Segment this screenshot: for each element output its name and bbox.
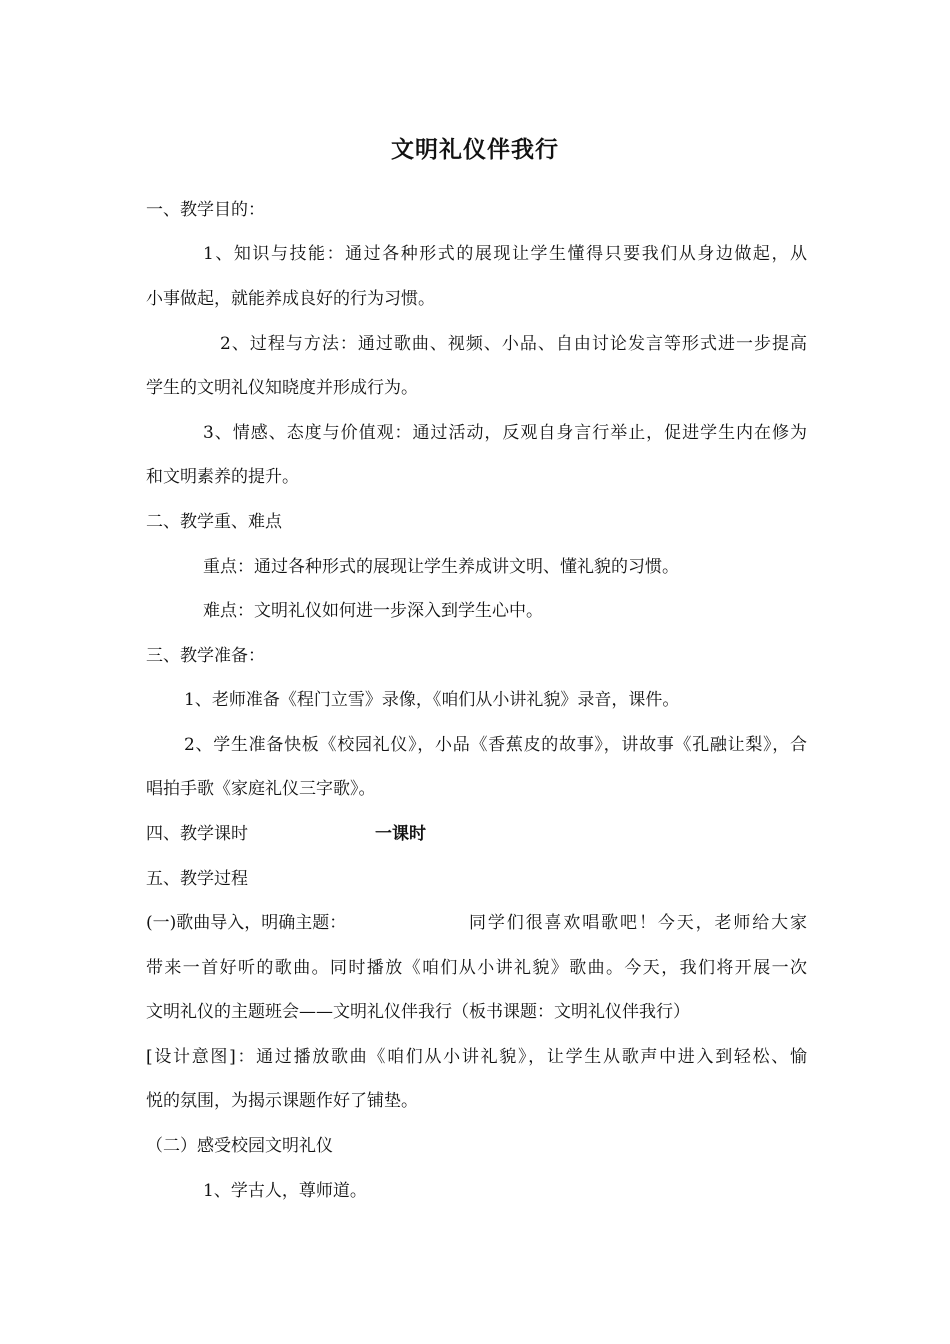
process-2-item-1: 1、学古人，尊师道。 xyxy=(203,1181,367,1201)
design-intent-line-1: [设计意图]：通过播放歌曲《咱们从小讲礼貌》，让学生从歌声中进入到轻松、愉 xyxy=(146,1047,807,1067)
objective-1-line-1: 1、知识与技能：通过各种形式的展现让学生懂得只要我们从身边做起，从 xyxy=(203,244,807,264)
process-1-line-2: 带来一首好听的歌曲。同时播放《咱们从小讲礼貌》歌曲。今天，我们将开展一次 xyxy=(146,958,807,978)
section-1-heading: 一、教学目的： xyxy=(146,200,265,220)
page-title: 文明礼仪伴我行 xyxy=(391,137,559,163)
process-1-line-1: 同学们很喜欢唱歌吧！今天，老师给大家 xyxy=(469,913,807,933)
prep-item-2-line-2: 唱拍手歌《家庭礼仪三字歌》。 xyxy=(146,779,376,799)
design-intent-line-2: 悦的氛围，为揭示课题作好了铺垫。 xyxy=(146,1091,418,1111)
prep-item-1: 1、老师准备《程门立雪》录像，《咱们从小讲礼貌》录音，课件。 xyxy=(184,690,680,710)
section-3-heading: 三、教学准备： xyxy=(146,646,265,666)
class-hours-value: 一课时 xyxy=(375,824,426,844)
section-2-heading: 二、教学重、难点 xyxy=(146,512,282,532)
prep-item-2-line-1: 2、学生准备快板《校园礼仪》，小品《香蕉皮的故事》，讲故事《孔融让梨》，合 xyxy=(184,735,807,755)
process-1-label: (一)歌曲导入，明确主题： xyxy=(146,913,347,933)
key-point: 重点：通过各种形式的展现让学生养成讲文明、懂礼貌的习惯。 xyxy=(203,557,679,577)
process-1-line-3: 文明礼仪的主题班会——文明礼仪伴我行（板书课题：文明礼仪伴我行） xyxy=(146,1002,690,1022)
section-4-heading: 四、教学课时 xyxy=(146,824,248,844)
process-2-heading: （二）感受校园文明礼仪 xyxy=(146,1136,333,1156)
objective-1-line-2: 小事做起，就能养成良好的行为习惯。 xyxy=(146,289,435,309)
objective-2-line-1: 2、过程与方法：通过歌曲、视频、小品、自由讨论发言等形式进一步提高 xyxy=(220,334,807,354)
objective-2-line-2: 学生的文明礼仪知晓度并形成行为。 xyxy=(146,378,418,398)
section-5-heading: 五、教学过程 xyxy=(146,869,248,889)
objective-3-line-1: 3、情感、态度与价值观：通过活动，反观自身言行举止，促进学生内在修为 xyxy=(203,423,807,443)
difficult-point: 难点：文明礼仪如何进一步深入到学生心中。 xyxy=(203,601,543,621)
objective-3-line-2: 和文明素养的提升。 xyxy=(146,467,299,487)
